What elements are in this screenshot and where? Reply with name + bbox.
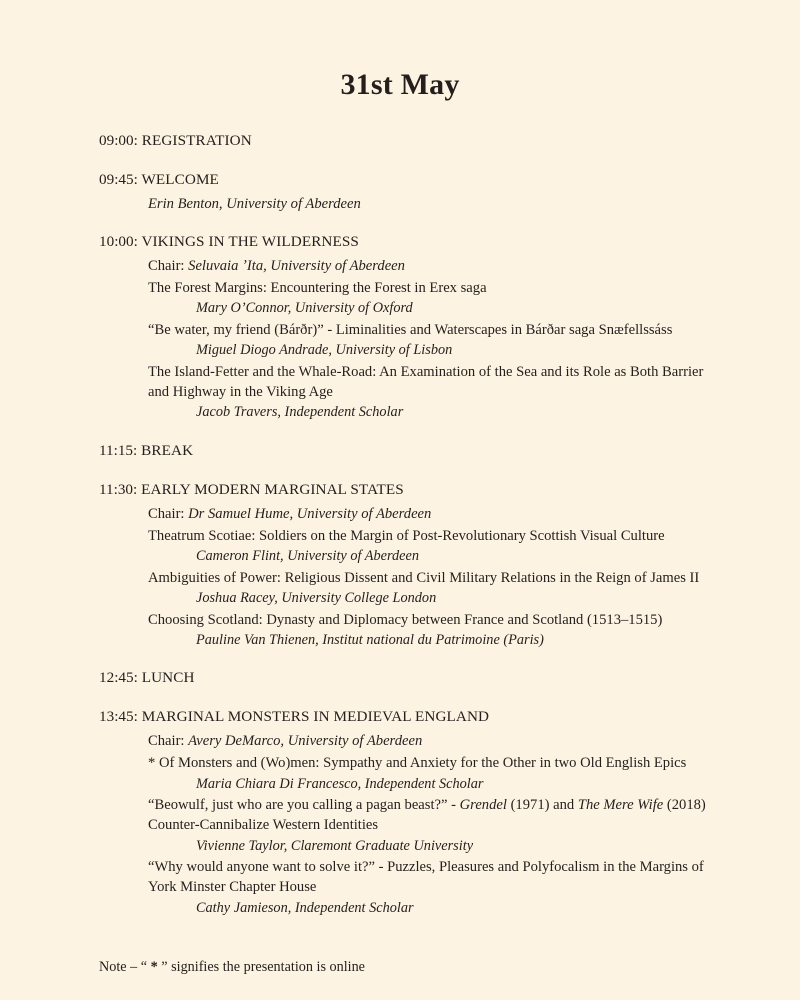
- paper-title: [148, 795, 710, 835]
- paper-title: Choosing Scotland: Dynasty and Diplomacy between France and Scotland (1513–1515): [148, 611, 663, 628]
- schedule-block: [99, 131, 710, 152]
- schedule-block: [99, 668, 710, 689]
- footnote-prefix: Note – “: [99, 959, 148, 976]
- session-title: MARGINAL MONSTERS IN MEDIEVAL ENGLAND: [141, 708, 490, 726]
- presenter-name: Miguel Diogo Andrade, University of Lisbon: [196, 342, 453, 359]
- session-heading: [99, 131, 710, 152]
- paper-title-segment: (1971) and: [506, 797, 578, 814]
- presenter-name: Cameron Flint, University of Aberdeen: [196, 548, 420, 564]
- session-heading: [99, 707, 710, 728]
- paper-title: The Island-Fetter and the Whale-Road: An Examination of the Sea and its Role as Both Barrier and Highway in the Viking Age: [148, 363, 704, 400]
- presenter-name: Maria Chiara Di Francesco, Independent Scholar: [196, 775, 484, 792]
- paper-title-segment: “Beowulf, just who are you calling a pagan beast?” -: [148, 797, 460, 814]
- paper-title: The Forest Margins: Encountering the Forest in Erex saga: [148, 280, 487, 297]
- page-title: 31st May: [340, 68, 460, 101]
- session-heading: [99, 668, 710, 689]
- paper-title: * Of Monsters and (Wo)men: Sympathy and Anxiety for the Other in two Old English Epics: [148, 755, 687, 772]
- paper-title: Theatrum Scotiae: Soldiers on the Margin of Post-Revolutionary Scottish Visual Culture: [148, 527, 665, 544]
- session-time: 11:15:: [99, 441, 138, 459]
- session-time: 13:45:: [99, 708, 138, 726]
- schedule-block: [99, 170, 710, 214]
- session-title: EARLY MODERN MARGINAL STATES: [141, 480, 404, 498]
- schedule-block: [99, 441, 710, 462]
- session-time: 11:30:: [99, 480, 138, 498]
- presenter-name: Pauline Van Thienen, Institut national du Patrimoine (Paris): [196, 631, 544, 648]
- session-title: LUNCH: [141, 669, 195, 687]
- schedule-block: [99, 480, 710, 651]
- presenter-name: Cathy Jamieson, Independent Scholar: [196, 899, 414, 916]
- presenter-name: Jacob Travers, Independent Scholar: [196, 404, 404, 421]
- chair-name: Dr Samuel Hume, University of Aberdeen: [188, 505, 432, 522]
- session-heading: [99, 170, 710, 191]
- session-chair: [148, 731, 710, 751]
- session-heading: [99, 480, 710, 501]
- session-title: BREAK: [141, 441, 194, 459]
- schedule-list: [0, 131, 800, 918]
- paper-title-segment: (2018) Counter-Cannibalize Western Identities: [148, 797, 706, 834]
- footnote-suffix: ” signifies the presentation is online: [161, 959, 365, 976]
- session-time: 12:45:: [99, 669, 138, 687]
- presenter-name: Erin Benton, University of Aberdeen: [148, 195, 361, 212]
- presenter-name: Mary O’Connor, University of Oxford: [196, 300, 413, 317]
- schedule-block: [99, 707, 710, 918]
- asterisk-icon: *: [147, 959, 162, 976]
- session-heading: [99, 232, 710, 253]
- chair-name: Seluvaia ʼIta, University of Aberdeen: [188, 258, 405, 275]
- paper-title: “Be water, my friend (Bárðr)” - Liminalities and Waterscapes in Bárðar saga Snæfellssáss: [148, 322, 673, 338]
- paper-title-emphasis: Grendel: [459, 797, 507, 814]
- session-time: 09:00:: [99, 132, 138, 149]
- session-title: VIKINGS IN THE WILDERNESS: [141, 233, 359, 251]
- chair-label: Chair:: [148, 505, 189, 522]
- paper-title: Ambiguities of Power: Religious Dissent and Civil Military Relations in the Reign of James II: [148, 569, 700, 586]
- chair-name: Avery DeMarco, University of Aberdeen: [188, 733, 423, 750]
- session-chair: [148, 504, 710, 524]
- footnote: [0, 958, 800, 978]
- session-title: REGISTRATION: [141, 132, 252, 149]
- session-time: 10:00:: [99, 233, 138, 251]
- session-chair: [148, 256, 710, 276]
- schedule-block: [99, 232, 710, 423]
- chair-label: Chair:: [148, 733, 189, 750]
- session-title: WELCOME: [141, 170, 219, 188]
- paper-title-emphasis: The Mere Wife: [577, 797, 664, 814]
- paper-title: “Why would anyone want to solve it?” - Puzzles, Pleasures and Polyfocalism in the Margins of York Minster Chapter House: [148, 859, 704, 896]
- presenter-name: Joshua Racey, University College London: [196, 589, 437, 606]
- chair-label: Chair:: [148, 258, 189, 275]
- presenter-name: Vivienne Taylor, Claremont Graduate University: [196, 837, 474, 854]
- session-heading: [99, 441, 710, 462]
- session-time: 09:45:: [99, 170, 138, 188]
